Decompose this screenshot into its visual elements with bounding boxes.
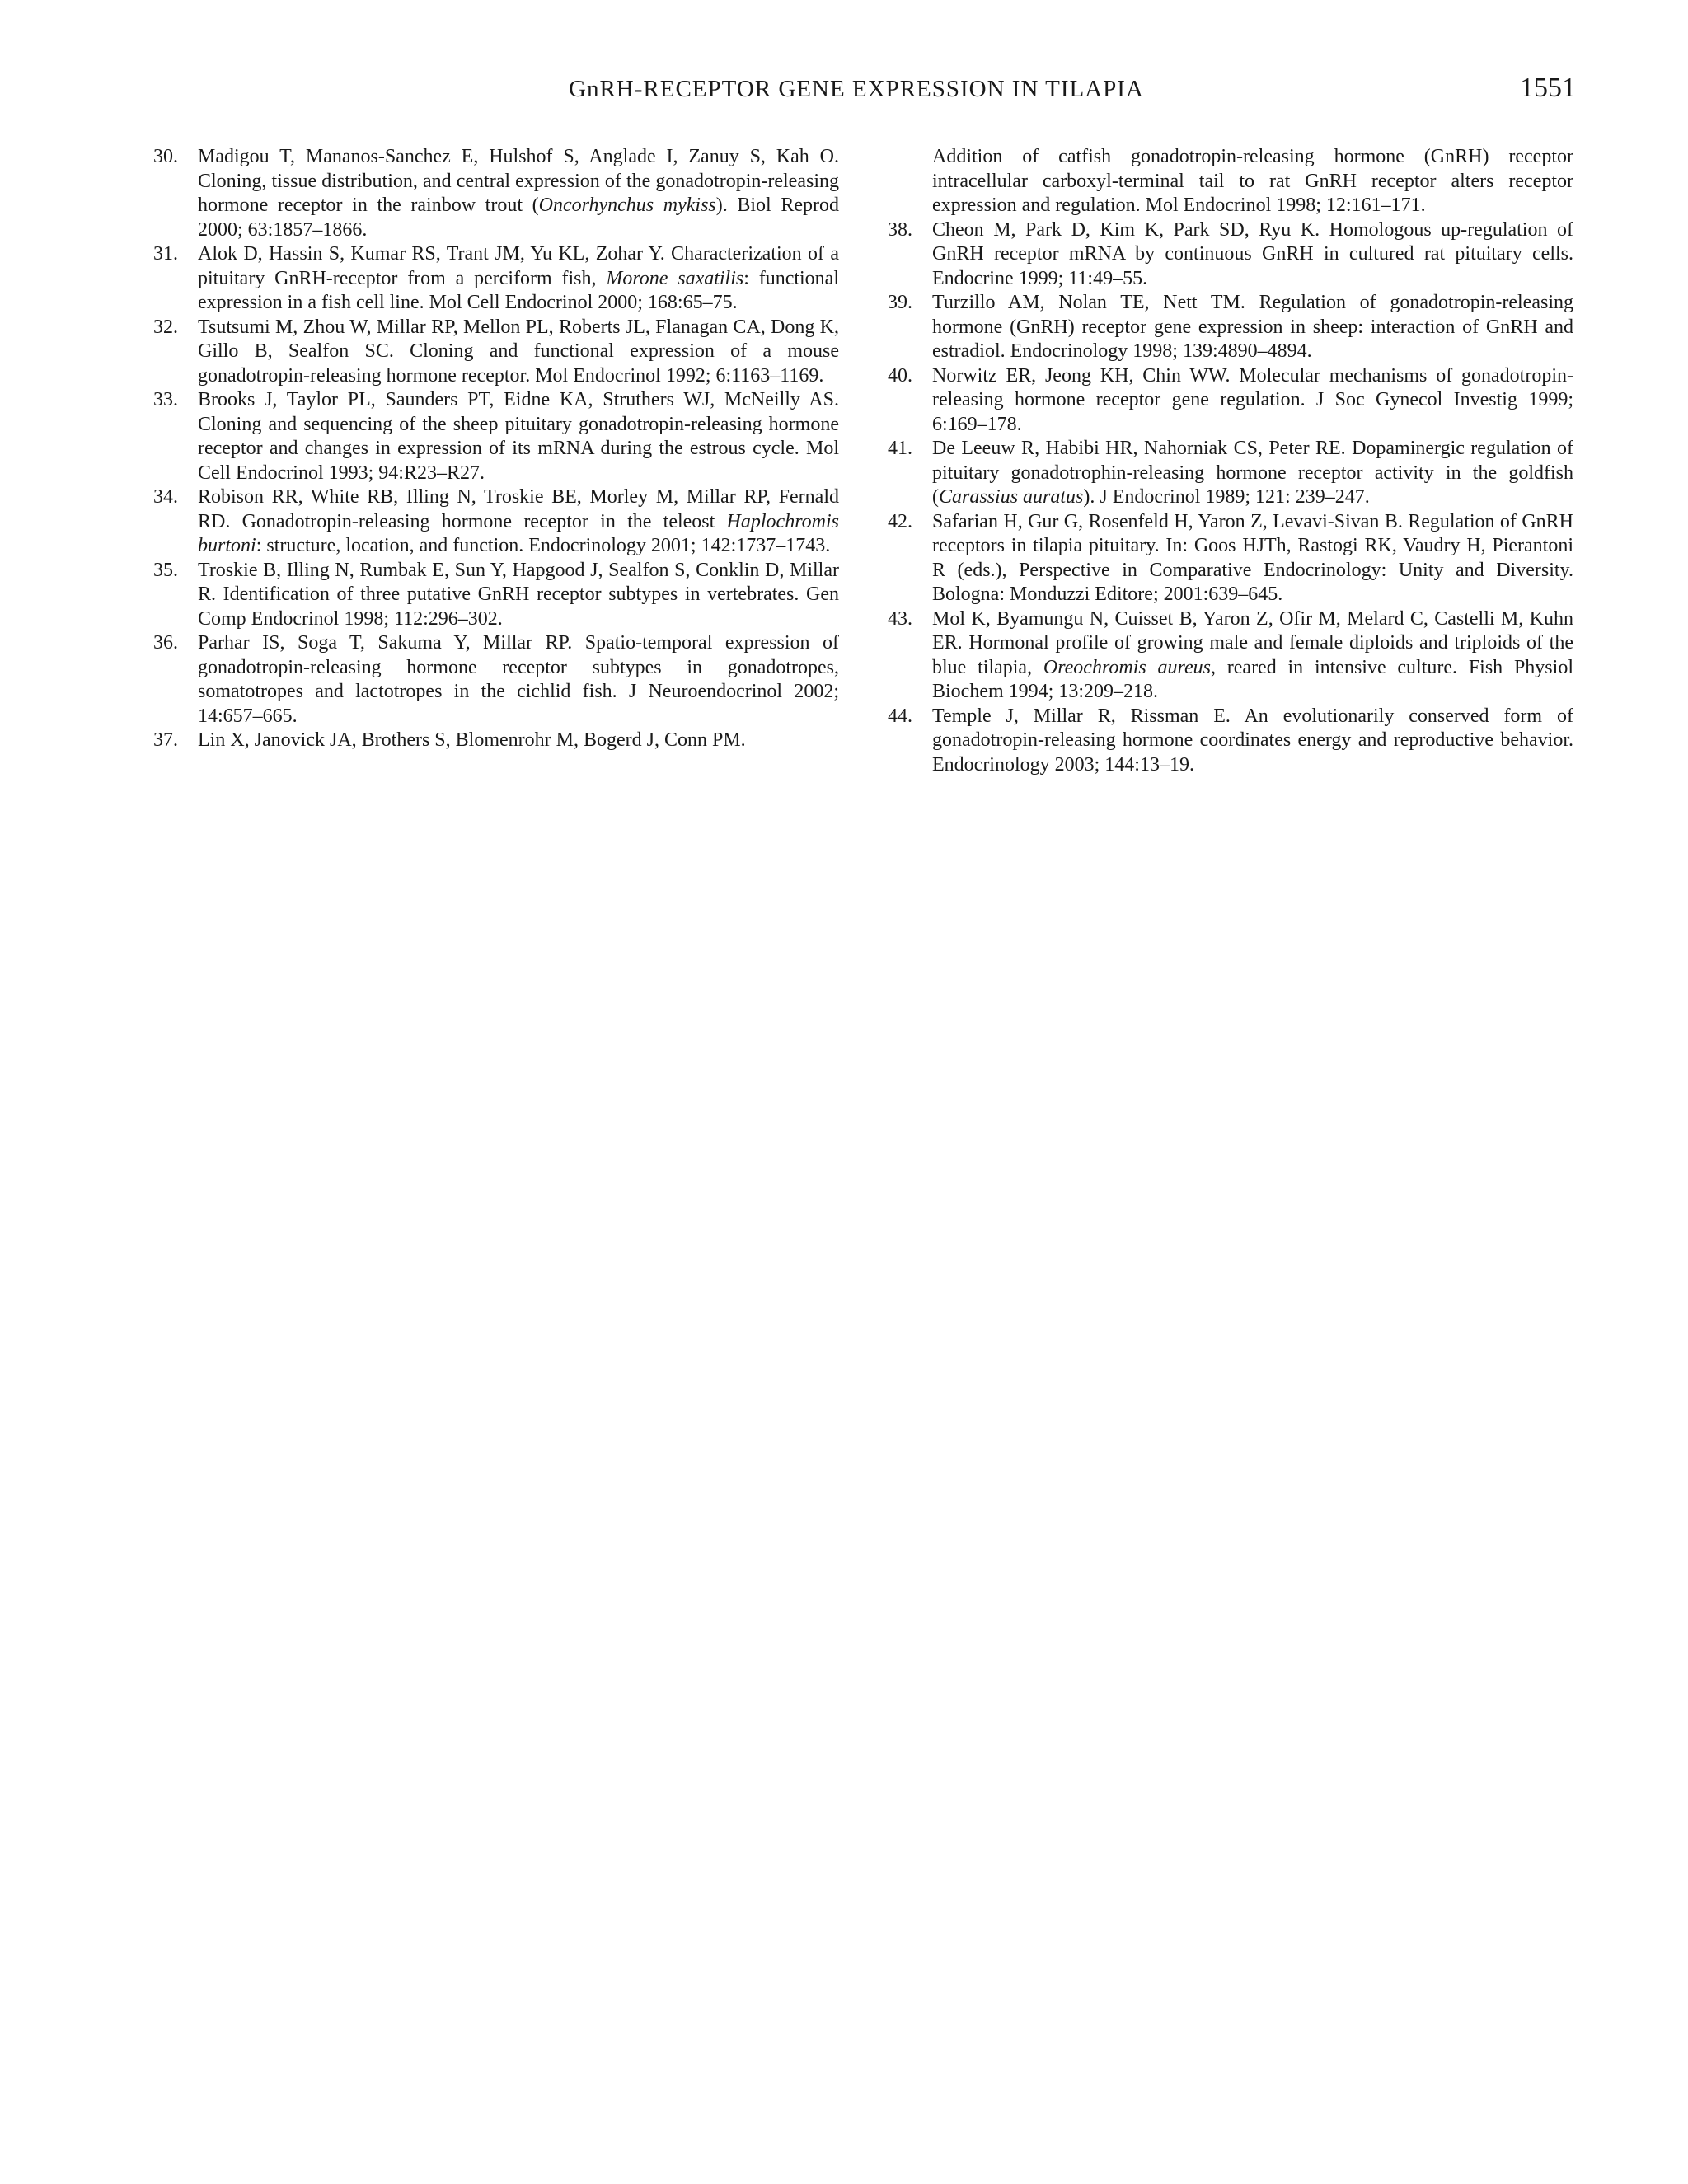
reference-text: Temple J, Millar R, Rissman E. An evolutionarily conserved form of gonadotropin-releasing hormone coordinates energy and reproductive behavior. Endocrinology 2003; 144:13–19. [932, 705, 1573, 776]
references-left-column [153, 145, 839, 753]
running-title: GnRH-RECEPTOR GENE EXPRESSION IN TILAPIA [569, 76, 1144, 102]
reference-number: 32. [153, 316, 178, 338]
reference-37 [153, 729, 839, 753]
reference-number: 42. [888, 510, 912, 532]
reference-text-part: Robison RR, White RB, Illing N, Troskie BE, Morley M, Millar RP, Fernald RD. Gonadotropin-releasing hormone receptor in the teleost [198, 486, 839, 532]
species-name: Oreochromis aureus [1043, 656, 1211, 678]
reference-32 [153, 316, 839, 389]
reference-number: 38. [888, 218, 912, 241]
reference-number: 35. [153, 559, 178, 581]
reference-text [198, 485, 839, 559]
reference-number: 36. [153, 632, 178, 654]
reference-text-part: ). J Endocrinol 1989; 121: 239–247. [1083, 486, 1370, 508]
reference-text-part: Mol K, Byamungu N, Cuisset B, Yaron Z, Ofir M, Melard C, Castelli M, Kuhn ER. Hormonal profile of growing male and female diploids and triploids of the blue tilapia, [932, 607, 1573, 678]
reference-42 [888, 510, 1573, 607]
species-name: Morone saxatilis [606, 267, 744, 289]
species-name: Carassius auratus [939, 486, 1084, 508]
reference-text: Safarian H, Gur G, Rosenfeld H, Yaron Z, Levavi-Sivan B. Regulation of GnRH receptors in tilapia pituitary. In: Goos HJTh, Rastogi RK, Vaudry H, Pierantoni R (eds.), Perspective in Comparative Endocrinology: Unity and Diversity. Bologna: Monduzzi Editore; 2001:639–645. [932, 510, 1573, 605]
reference-text-part: : structure, location, and function. Endocrinology 2001; 142:1737–1743. [256, 535, 831, 556]
reference-41 [888, 437, 1573, 510]
reference-text: Lin X, Janovick JA, Brothers S, Blomenrohr M, Bogerd J, Conn PM. [198, 729, 746, 751]
reference-text [198, 242, 839, 316]
reference-37-continuation: Addition of catfish gonadotropin-releasing hormone (GnRH) receptor intracellular carboxyl-terminal tail to rat GnRH receptor alters receptor expression and regulation. Mol Endocrinol 1998; 12:161–171. [932, 146, 1573, 216]
reference-31 [153, 242, 839, 316]
reference-text: Parhar IS, Soga T, Sakuma Y, Millar RP. Spatio-temporal expression of gonadotropin-releasing hormone receptor subtypes in gonadotropes, somatotropes and lactotropes in the cichlid fish. J Neuroendocrinol 2002; 14:657–665. [198, 632, 839, 727]
reference-number: 33. [153, 389, 178, 410]
reference-text: Troskie B, Illing N, Rumbak E, Sun Y, Hapgood J, Sealfon S, Conklin D, Millar R. Identification of three putative GnRH receptor subtypes in vertebrates. Gen Comp Endocrinol 1998; 112:296–302. [198, 559, 839, 630]
reference-text: Cheon M, Park D, Kim K, Park SD, Ryu K. Homologous up-regulation of GnRH receptor mRNA by continuous GnRH in cultured rat pituitary cells. Endocrine 1999; 11:49–55. [932, 218, 1573, 289]
reference-text-part: Madigou T, Mananos-Sanchez E, Hulshof S, Anglade I, Zanuy S, Kah O. Cloning, tissue distribution, and central expression of the gonadotropin-releasing hormone receptor in the rainbow trout ( [198, 146, 839, 216]
reference-text-part: Alok D, Hassin S, Kumar RS, Trant JM, Yu KL, Zohar Y. Characterization of a pituitary GnRH-receptor from a perciform fish, [198, 243, 839, 289]
reference-text-part: : functional expression in a fish cell line. Mol Cell Endocrinol 2000; 168:65–75. [198, 267, 840, 313]
reference-text-part: De Leeuw R, Habibi HR, Nahorniak CS, Peter RE. Dopaminergic regulation of pituitary gonadotrophin-releasing hormone receptor activity in the goldfish ( [932, 438, 1573, 508]
reference-number: 34. [153, 486, 178, 508]
reference-number: 31. [153, 243, 178, 265]
species-name: Oncorhynchus mykiss [538, 194, 716, 216]
reference-text: Turzillo AM, Nolan TE, Nett TM. Regulation of gonadotropin-releasing hormone (GnRH) receptor gene expression in sheep: interaction of GnRH and estradiol. Endocrinology 1998; 139:4890–4894. [932, 292, 1573, 362]
reference-36 [153, 631, 839, 729]
reference-text-part: ). Biol Reprod 2000; 63:1857–1866. [198, 194, 839, 241]
reference-43 [888, 607, 1573, 705]
reference-number: 44. [888, 705, 912, 727]
reference-text [932, 607, 1573, 705]
reference-text-part: , reared in intensive culture. Fish Physiol Biochem 1994; 13:209–218. [932, 656, 1573, 702]
species-name: Haplochromis burtoni [198, 510, 839, 556]
reference-number: 39. [888, 292, 912, 313]
reference-number: 37. [153, 729, 178, 751]
reference-34 [153, 485, 839, 559]
reference-number: 30. [153, 146, 178, 167]
reference-40 [888, 364, 1573, 438]
reference-39 [888, 291, 1573, 364]
reference-text: Norwitz ER, Jeong KH, Chin WW. Molecular mechanisms of gonadotropin-releasing hormone receptor gene regulation. J Soc Gynecol Investig 1999; 6:169–178. [932, 364, 1573, 435]
reference-number: 40. [888, 364, 912, 387]
reference-44 [888, 705, 1573, 778]
reference-text: Tsutsumi M, Zhou W, Millar RP, Mellon PL, Roberts JL, Flanagan CA, Dong K, Gillo B, Sealfon SC. Cloning and functional expression of a mouse gonadotropin-releasing hormone receptor. Mol Endocrinol 1992; 6:1163–1169. [198, 316, 839, 387]
reference-35 [153, 559, 839, 632]
running-head [569, 73, 1576, 109]
reference-33 [153, 388, 839, 485]
reference-30 [153, 145, 839, 242]
reference-38 [888, 218, 1573, 292]
reference-number: 41. [888, 438, 912, 459]
reference-text: Brooks J, Taylor PL, Saunders PT, Eidne KA, Struthers WJ, McNeilly AS. Cloning and sequencing of the sheep pituitary gonadotropin-releasing hormone receptor and changes in expression of its mRNA during the estrous cycle. Mol Cell Endocrinol 1993; 94:R23–R27. [198, 389, 839, 484]
reference-number: 43. [888, 607, 912, 630]
reference-text [932, 437, 1573, 510]
reference-text [198, 145, 839, 242]
references-right-column [888, 145, 1573, 777]
page-number: 1551 [1520, 73, 1576, 103]
